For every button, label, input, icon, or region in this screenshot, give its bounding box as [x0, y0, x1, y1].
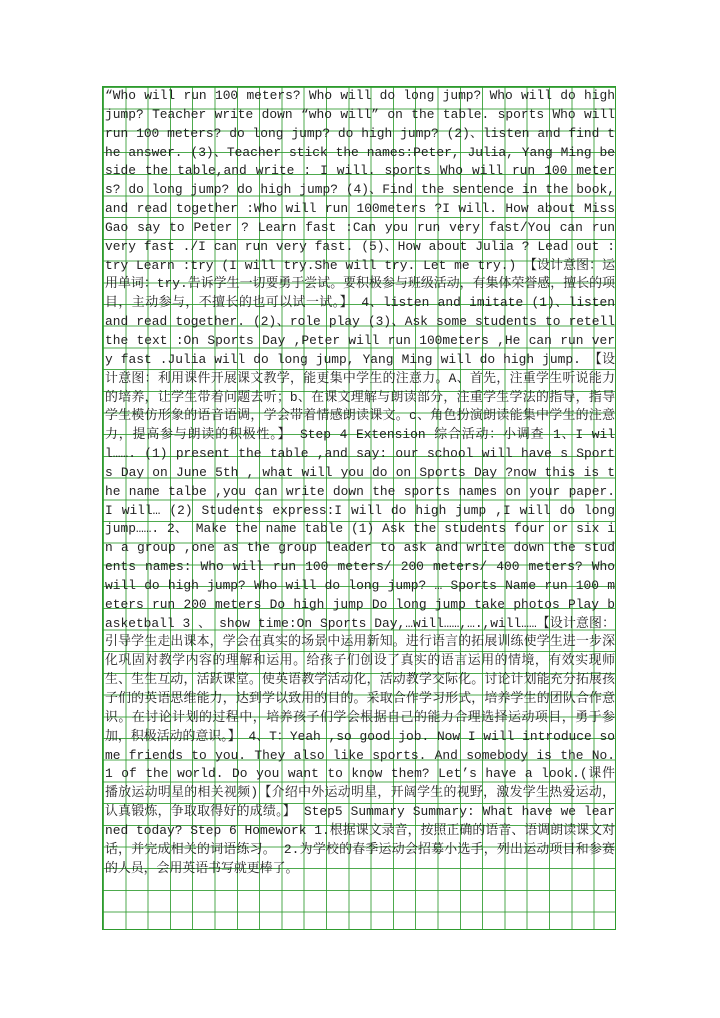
grid-paper-page — [102, 86, 616, 930]
lesson-plan-body-text: “Who will run 100 meters? Who will do long jump? Who will do high jump? Teacher write down “who will” on the table. sports Who will run 100 meters? do long jump? do high jump? (2)、listen and find the answer. (3)、Teacher stick the names:Peter, Julia, Yang Ming beside the table,and write : I will. sports Who will run 100 meters? do long jump? do high jump? (4)、Find the sentence in the book, and read together :Who will run 100meters ?I will. How about Miss Gao say to Peter ? Learn fast :Can you run very fast/You can run very fast ./I can run very fast. (5)、How about Julia ? Lead out :try Learn :try (I will try.She will try. Let me try.) 【设计意图：运用单词：try.告诉学生一切要勇于尝试。要积极参与班级活动，有集体荣誉感，擅长的项目，主动参与，不擅长的也可以试一试。】 4、listen and imitate (1)、listen and read together. (2)、role play (3)、Ask some students to retell the text :On Sports Day ,Peter will run 100meters ,He can run very fast .Julia will do long jump, Yang Ming will do high jump. 【设计意图：利用课件开展课文教学，能更集中学生的注意力。A、首先，注重学生听说能力的培养，让学生带着问题去听；b、在课文理解与朗读部分，注重学生学法的指导，指导学生模仿形象的语音语调，学会带着情感朗读课文。c、角色扮演朗读能集中学生的注意力，提高参与朗读的积极性。】 Step 4 Extension 综合活动：小调查 1、I will……. (1) present the table ,and say: our school will have s Sports Day on June 5th , what will you do on Sports Day ?now this is the name talbe ,you can write down the sports names on your paper. I will… (2) Students express:I will do high jump ,I will do long jump……. 2、 Make the name table (1) Ask the students four or six in a group ,one as the group leader to ask and write down the students names: Who will run 100 meters/ 200 meters/ 400 meters? Who will do high jump? Who will do long jump? … Sports Name run 100 meters run 200 meters Do high jump Do long jump take photos Play basketball 3 、 show time:On Sports Day,…will……,….,will……【设计意图：引导学生走出课本，学会在真实的场景中运用新知。进行语言的拓展训练使学生进一步深化巩固对教学内容的理解和运用。给孩子们创设了真实的语言运用的情境，有效实现师生、生生互动，活跃课堂。使英语教学活动化，活动教学交际化。讨论计划能充分拓展孩子们的英语思维能力，达到学以致用的目的。采取合作学习形式，培养学生的团队合作意识。在讨论计划的过程中，培养孩子们学会根据自己的能力合理选择运动项目，勇于参加，积极活动的意识。】 4、T：Yeah ,so good job. Now I will introduce some friends to you. They also like sports. And somebody is the No.1 of the world. Do you want to know them? Let’s have a look.(课件播放运动明星的相关视频)【介绍中外运动明星，开阔学生的视野，激发学生热爱运动，认真锻炼，争取取得好的成绩。】 Step5 Summary Summary: What have we learned today? Step 6 Homework 1.根据课文录音，按照正确的语音、语调朗读课文对话，并完成相关的词语练习。 2.为学校的春季运动会招募小选手，列出运动项目和参赛的人员，会用英语书写就更棒了。 — [105, 88, 615, 876]
